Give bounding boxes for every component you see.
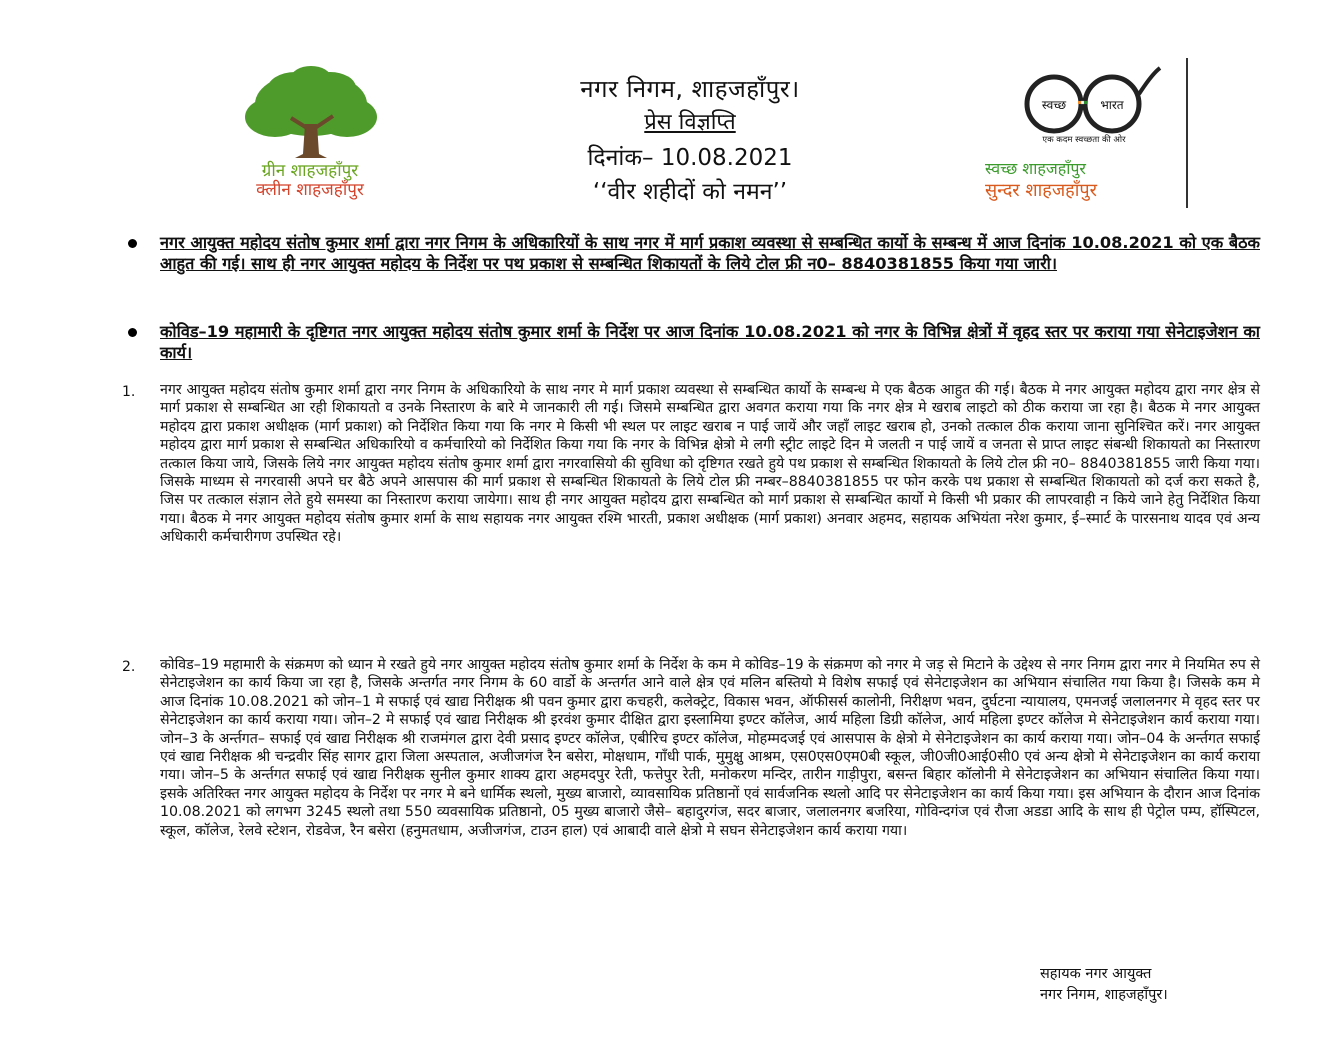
tagline: ‘‘वीर शहीदों को नमन’’ bbox=[592, 179, 788, 205]
release-date: दिनांक– 10.08.2021 bbox=[587, 145, 793, 171]
swachh-shahjahanpur-caption: स्वच्छ शाहजहाँपुर bbox=[985, 159, 1086, 178]
header-divider bbox=[1186, 58, 1188, 208]
swachh-word: स्वच्छ bbox=[1041, 98, 1067, 112]
clean-shahjahanpur-caption: क्लीन शाहजहाँपुर bbox=[256, 180, 364, 200]
highlight-item: कोविड–19 महामारी के दृष्टिगत नगर आयुक्त महोदय संतोष कुमार शर्मा के निर्देश पर आज दिनांक 10.08.2021 को नगर के विभिन्न क्षेत्रों में वृहद स्तर पर कराया गया सेनेटाइजेशन का कार्य। bbox=[160, 322, 1260, 362]
flag-stripe-orange bbox=[1078, 101, 1081, 104]
flag-stripe-white bbox=[1081, 101, 1084, 104]
spectacle-arm bbox=[1139, 68, 1160, 94]
bullet-icon bbox=[128, 239, 137, 248]
swachh-bharat-logo bbox=[1012, 64, 1162, 144]
swachh-slogan: एक कदम स्वच्छता की ओर bbox=[1042, 135, 1126, 144]
sundar-shahjahanpur-caption: सुन्दर शाहजहाँपुर bbox=[985, 180, 1097, 201]
paragraph-number: 2. bbox=[122, 659, 136, 675]
press-release-title: प्रेस विज्ञप्ति bbox=[644, 110, 736, 135]
green-shahjahanpur-caption: ग्रीन शाहजहाँपुर bbox=[261, 161, 359, 181]
bharat-word: भारत bbox=[1100, 98, 1124, 112]
bullet-icon bbox=[128, 328, 137, 337]
paragraph-number: 1. bbox=[122, 384, 136, 400]
highlight-item: नगर आयुक्त महोदय संतोष कुमार शर्मा द्वारा नगर निगम के अधिकारियों के साथ नगर में मार्ग प्रकाश व्यवस्था से सम्बन्धित कार्यो के सम्बन्ध में आज दिनांक 10.08.2021 को एक बैठक आहुत की गई। साथ ही नगर आयुक्त महोदय के निर्देश पर पथ प्रकाश से सम्बन्धित शिकायतों के लिये टोल फ्री न0– 8840381855 किया गया जारी। bbox=[160, 233, 1260, 273]
paragraph-body: कोविड–19 महामारी के संक्रमण को ध्यान मे रखते हुये नगर आयुक्त महोदय संतोष कुमार शर्मा के निर्देश के कम मे कोविड–19 के संक्रमण को नगर मे जड़ से मिटाने के उद्देश्य से नगर निगम द्वारा नगर मे नियमित रुप से सेनेटाइजेशन का कार्य किया जा रहा है, जिसके अन्तर्गत नगर निगम के 60 वार्डो के अन्तर्गत आने वाले क्षेत्र एवं मलिन बस्तियो मे विशेष सफाई एवं सेनेटाइजेशन का अभियान संचालित गया किया है। जिसके कम मे आज दिनांक 10.08.2021 को जोन–1 मे सफाई एवं खाद्य निरीक्षक श्री पवन कुमार द्वारा कचहरी, कलेक्ट्रेट, विकास भवन, ऑफीसर्स कालोनी, निरीक्षण भवन, दुर्घटना न्यायालय, एमनजई जलालनगर मे वृहद स्तर पर सेनेटाइजेशन का कार्य कराया गया। जोन–2 मे सफाई एवं खाद्य निरीक्षक श्री इरवंश कुमार दीक्षित द्वारा इस्लामिया इण्टर कॉलेज, आर्य महिला डिग्री कॉलेज, आर्य महिला इण्टर कॉलेज मे सेनेटाइजेशन कार्य कराया गया। जोन–3 के अर्न्तगत– सफाई एवं खाद्य निरीक्षक श्री राजमंगल द्वारा देवी प्रसाद इण्टर कॉलेज, एबीरिच इण्टर कॉलेज, मोहम्मदजई एवं आसपास के क्षेत्रो मे सेनेटाइजेशन का कार्य कराया गया। जोन–04 के अर्न्तगत सफाई एवं खाद्य निरीक्षक श्री चन्द्रवीर सिंह सागर द्वारा जिला अस्पताल, अजीजगंज रैन बसेरा, मोक्षधाम, गाँधी पार्क, मुमुक्षु आश्रम, एस0एस0एम0बी स्कूल, जी0जी0आई0सी0 एवं अन्य क्षेत्रो मे सेनेटाइजेशन का कार्य कराया गया। जोन–5 के अर्न्तगत सफाई एवं खाद्य निरीक्षक सुनील कुमार शाक्य द्वारा अहमदपुर रेती, फत्तेपुर रेती, मनोकरण मन्दिर, तारीन गाड़ीपुरा, बसन्त बिहार कॉलोनी मे सेनेटाइजेशन का अभियान संचालित किया गया। इसके अतिरिक्त नगर आयुक्त महोदय के निर्देश पर नगर मे बने धार्मिक स्थलो, मुख्य बाजारो, व्यावसायिक प्रतिष्ठानों एवं सार्वजनिक स्थलो आदि पर सेनेटाइजेशन का कार्य किया गया। इस अभियान के दौरान आज दिनांक 10.08.2021 को लगभग 3245 स्थलो तथा 550 व्यवसायिक प्रतिष्ठानो, 05 मुख्य बाजारो जैसे– बहादुरगंज, सदर बाजार, जलालनगर बजरिया, गोविन्दगंज एवं रौजा अडडा आदि के साथ ही पेट्रोल पम्प, हॉस्पिटल, स्कूल, कॉलेज, रेलवे स्टेशन, रोडवेज, रैन बसेरा (हनुमतधाम, अजीजगंज, टाउन हाल) एवं आबादी वाले क्षेत्रो मे सघन सेनेटाइजेशन कार्य कराया गया। bbox=[160, 657, 1260, 839]
signature-office: नगर निगम, शाहजहाँपुर। bbox=[1040, 987, 1168, 1003]
flag-stripe-green bbox=[1084, 101, 1087, 104]
signature-designation: सहायक नगर आयुक्त bbox=[1040, 966, 1152, 982]
organization-name: नगर निगम, शाहजहाँपुर। bbox=[580, 75, 800, 103]
paragraph-body: नगर आयुक्त महोदय संतोष कुमार शर्मा द्वारा नगर निगम के अधिकारियो के साथ नगर मे मार्ग प्रकाश व्यवस्था से सम्बन्धित कार्यो के सम्बन्ध मे एक बैठक आहुत की गई। बैठक मे नगर आयुक्त महोदय द्वारा नगर क्षेत्र से मार्ग प्रकाश से सम्बन्धित आ रही शिकायतो व उनके निस्तारण के बारे मे जानकारी ली गई। जिसमे सम्बन्धित द्वारा अवगत कराया गया कि नगर क्षेत्र मे खराब लाइटो को ठीक कराया जा रहा है। बैठक मे नगर आयुक्त महोदय द्वारा प्रकाश अधीक्षक (मार्ग प्रकाश) को निर्देशित किया गया कि नगर मे किसी भी स्थल पर लाइट खराब न पाई जायें और जहाँ लाइट खराब हो, उनको तत्काल ठीक कराया जाना सुनिश्चित करें। नगर आयुक्त महोदय द्वारा मार्ग प्रकाश से सम्बन्धित अधिकारियो व कर्मचारियो को निर्देशित किया गया कि नगर के विभिन्न क्षेत्रो मे लगी स्ट्रीट लाइटे दिन मे जलती न पाई जायें व जनता से प्राप्त लाइट संबन्धी शिकायतो का निस्तारण तत्काल किया जाये, जिसके लिये नगर आयुक्त महोदय संतोष कुमार शर्मा द्वारा नगरवासियो की सुविधा को दृष्टिगत रखते हुये पथ प्रकाश से सम्बन्धित शिकायतो के लिये टोल फ्री न0– 8840381855 जारी किया गया। जिसके माध्यम से नगरवासी अपने घर बैठे अपने आसपास की मार्ग प्रकाश से सम्बन्धित शिकायतो के लिये टोल फ्री नम्बर–8840381855 पर फोन करके पथ प्रकाश से सम्बन्धित शिकायतो को दर्ज करा सकते है, जिस पर तत्काल संज्ञान लेते हुये समस्या का निस्तारण कराया जायेगा। साथ ही नगर आयुक्त महोदय द्वारा सम्बन्धित को मार्ग प्रकाश से सम्बन्धित कार्यो मे किसी भी प्रकार की लापरवाही न किये जाने हेतु निर्देशित किया गया। बैठक मे नगर आयुक्त महोदय संतोष कुमार शर्मा के साथ सहायक नगर आयुक्त रश्मि भारती, प्रकाश अधीक्षक (मार्ग प्रकाश) अनवार अहमद, सहायक अभियंता नरेश कुमार, ई–स्मार्ट के पारसनाथ यादव एवं अन्य अधिकारी कर्मचारीगण उपस्थित रहे। bbox=[160, 382, 1260, 546]
